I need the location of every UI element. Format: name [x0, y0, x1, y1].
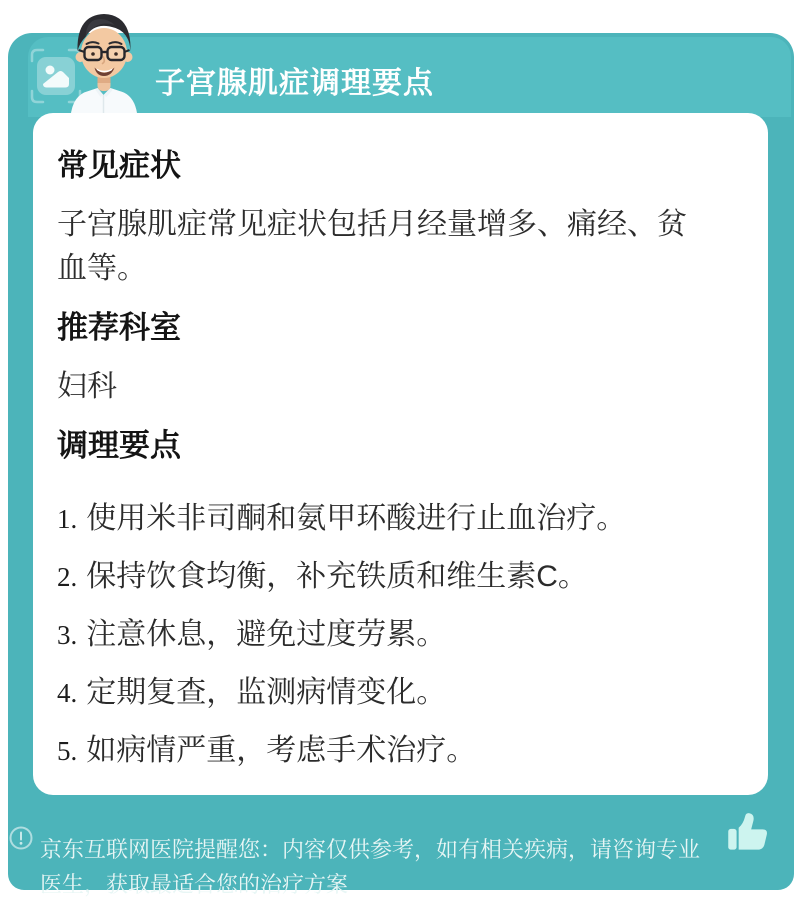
- list-item-number: 1.: [57, 504, 78, 534]
- department-text: 妇科: [57, 370, 117, 403]
- section-heading-symptoms: 常见症状: [57, 148, 181, 183]
- list-item-text: 定期复查，监测病情变化。: [86, 676, 447, 709]
- list-item: [57, 551, 744, 593]
- info-alert-icon: [8, 825, 34, 851]
- page-title: 子宫腺肌症调理要点: [155, 67, 434, 100]
- list-item-number: 3.: [57, 620, 78, 650]
- thumbs-up-icon: [722, 808, 772, 858]
- list-item-number: 4.: [57, 678, 78, 708]
- list-item: [57, 667, 744, 709]
- thumbs-up-button[interactable]: [722, 808, 772, 858]
- list-item-text: 注意休息，避免过度劳累。: [86, 618, 447, 651]
- list-item: [57, 493, 744, 535]
- symptoms-text: 子宫腺肌症常见症状包括月经量增多、痛经、贫血等。: [57, 208, 687, 285]
- section-heading-department: 推荐科室: [57, 310, 181, 345]
- section-heading-points: 调理要点: [57, 428, 181, 463]
- list-item-number: 5.: [57, 736, 78, 766]
- disclaimer-text: 京东互联网医院提醒您：内容仅供参考，如有相关疾病，请咨询专业医生，获取最适合您的治疗方案: [40, 837, 701, 897]
- list-item-text: 如病情严重，考虑手术治疗。: [86, 734, 477, 767]
- list-item-number: 2.: [57, 562, 78, 592]
- list-item: [57, 609, 744, 651]
- list-item-text: 使用米非司酮和氨甲环酸进行止血治疗。: [86, 502, 627, 535]
- list-item-text: 保持饮食均衡，补充铁质和维生素C。: [86, 560, 588, 593]
- doctor-avatar: [55, 5, 153, 117]
- content-card: [33, 113, 768, 795]
- points-list: [57, 493, 744, 767]
- list-item: [57, 725, 744, 767]
